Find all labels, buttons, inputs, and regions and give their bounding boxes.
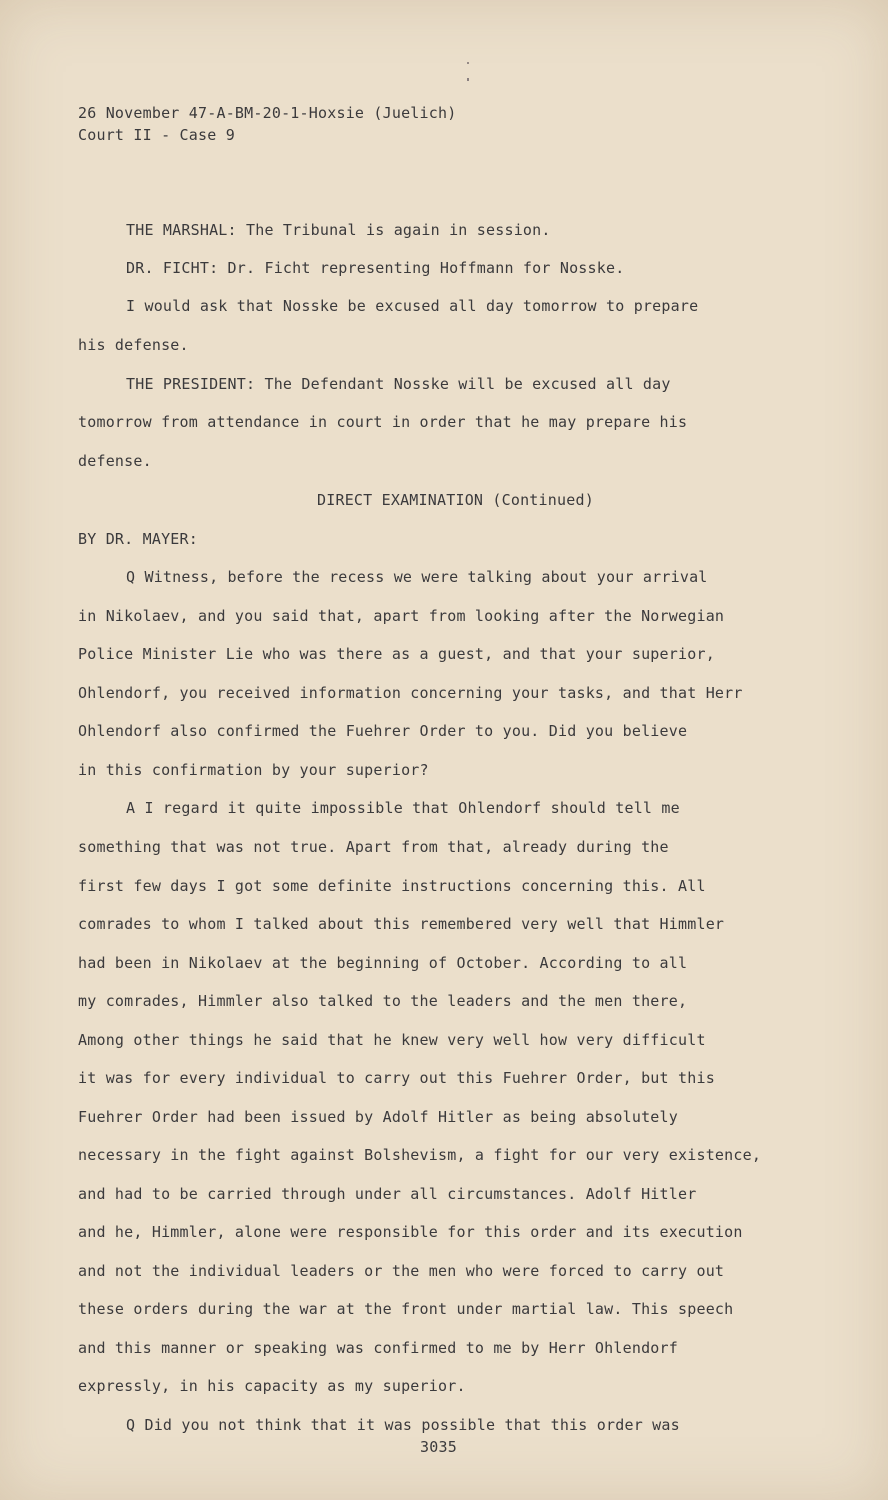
transcript-line: Ohlendorf, you received information concerning your tasks, and that Herr (78, 684, 743, 702)
transcript-line: and this manner or speaking was confirmed to me by Herr Ohlendorf (78, 1339, 678, 1357)
transcript-line: defense. (78, 452, 152, 470)
transcript-line: Fuehrer Order had been issued by Adolf Hitler as being absolutely (78, 1108, 678, 1126)
transcript-line: in Nikolaev, and you said that, apart from looking after the Norwegian (78, 607, 725, 625)
transcript-line: Among other things he said that he knew very well how very difficult (78, 1031, 706, 1049)
page-number: 3035 (420, 1438, 457, 1456)
transcript-line: and had to be carried through under all circumstances. Adolf Hitler (78, 1185, 697, 1203)
transcript-line: Q Witness, before the recess we were talking about your arrival (126, 568, 708, 586)
transcript-line: THE MARSHAL: The Tribunal is again in session. (126, 221, 551, 239)
transcript-line: necessary in the fight against Bolshevism, a fight for our very existence, (78, 1146, 762, 1164)
transcript-line: DR. FICHT: Dr. Ficht representing Hoffmann for Nosske. (126, 259, 625, 277)
transcript-line: it was for every individual to carry out this Fuehrer Order, but this (78, 1069, 715, 1087)
stray-ink-mark (467, 62, 469, 64)
transcript-line: Q Did you not think that it was possible that this order was (126, 1416, 680, 1434)
transcript-line: expressly, in his capacity as my superior. (78, 1377, 466, 1395)
transcript-line: his defense. (78, 336, 189, 354)
header-court-line: Court II - Case 9 (78, 126, 235, 144)
transcript-line: tomorrow from attendance in court in order that he may prepare his (78, 413, 688, 431)
header-date-line: 26 November 47-A-BM-20-1-Hoxsie (Juelich) (78, 104, 457, 122)
transcript-line: my comrades, Himmler also talked to the leaders and the men there, (78, 992, 688, 1010)
section-heading: DIRECT EXAMINATION (Continued) (317, 491, 594, 509)
transcript-line: A I regard it quite impossible that Ohlendorf should tell me (126, 799, 680, 817)
stray-ink-mark (467, 78, 469, 81)
transcript-line: and he, Himmler, alone were responsible for this order and its execution (78, 1223, 743, 1241)
transcript-line: comrades to whom I talked about this remembered very well that Himmler (78, 915, 725, 933)
transcript-line: and not the individual leaders or the men who were forced to carry out (78, 1262, 725, 1280)
transcript-line: in this confirmation by your superior? (78, 761, 429, 779)
transcript-line: these orders during the war at the front under martial law. This speech (78, 1300, 734, 1318)
transcript-line: Police Minister Lie who was there as a guest, and that your superior, (78, 645, 715, 663)
transcript-line: I would ask that Nosske be excused all day tomorrow to prepare (126, 297, 699, 315)
examiner-label: BY DR. MAYER: (78, 530, 198, 548)
transcript-line: Ohlendorf also confirmed the Fuehrer Order to you. Did you believe (78, 722, 688, 740)
transcript-line: had been in Nikolaev at the beginning of October. According to all (78, 954, 688, 972)
transcript-line: first few days I got some definite instructions concerning this. All (78, 877, 706, 895)
transcript-line: something that was not true. Apart from that, already during the (78, 838, 669, 856)
transcript-line: THE PRESIDENT: The Defendant Nosske will be excused all day (126, 375, 671, 393)
